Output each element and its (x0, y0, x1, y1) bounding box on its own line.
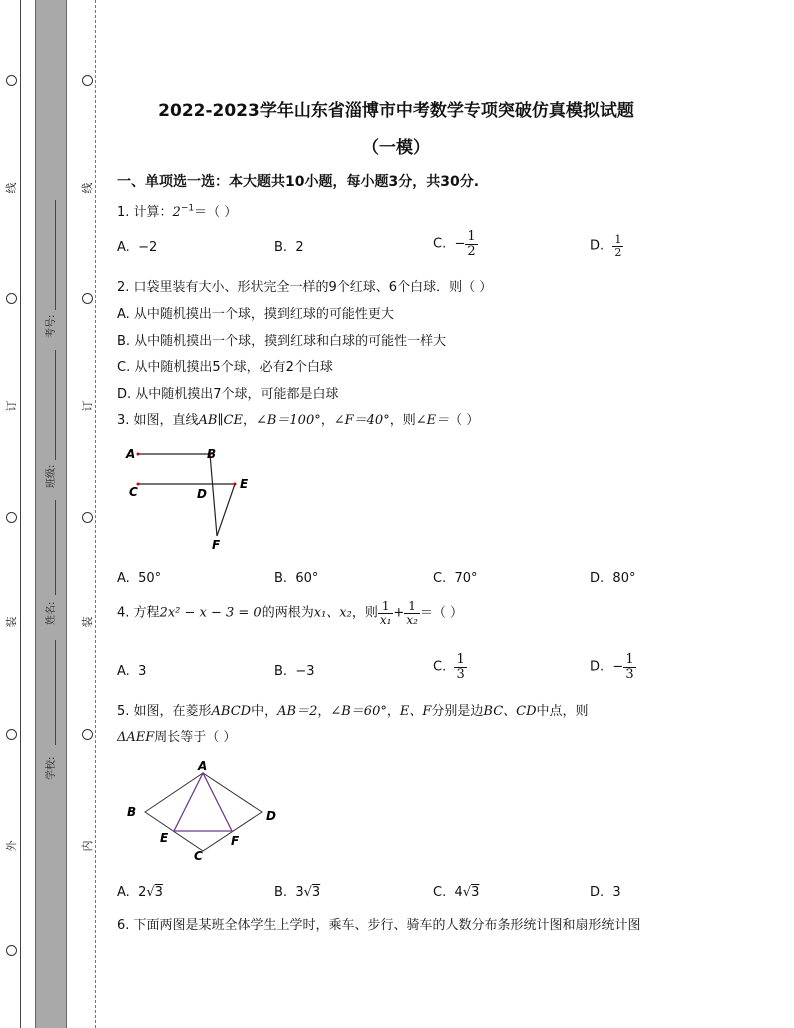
fill-line-school[interactable] (55, 640, 56, 745)
label-class: 班级: (46, 464, 57, 488)
option-letter: A. (117, 664, 130, 679)
option-letter: D. (590, 571, 605, 586)
q2-option-a[interactable]: A. 从中随机摸出一个球，摸到红球的可能性更大 (117, 307, 394, 322)
question-5-stem-line2 (117, 726, 236, 745)
q1-suffix: ＝（ ） (194, 205, 238, 220)
q5-option-c[interactable]: C. 4√3 (433, 885, 480, 900)
question-4-stem (117, 600, 463, 626)
q3-text: ，则 (389, 413, 416, 428)
question-6-stem: 6. 下面两图是某班全体学生上学时，乘车、步行、骑车的人数分布条形统计图和扇形统计图 (117, 918, 641, 933)
q5-option-a[interactable]: A. 2√3 (117, 885, 163, 900)
option-value: 80° (612, 571, 636, 586)
label-e: E (240, 477, 249, 491)
option-value: 70° (454, 571, 478, 586)
q3-text: ， (320, 413, 334, 428)
question-2-stem: 2. 口袋里装有大小、形状完全一样的9个红球、6个白球．则（ ） (117, 280, 493, 295)
triangle-aef (174, 773, 232, 831)
q4-option-d[interactable] (590, 653, 636, 681)
denominator: 2 (467, 243, 476, 259)
side-char-wai: 外 (5, 840, 18, 852)
q3-suffix: （ ） (449, 413, 480, 428)
option-sign: − (454, 236, 466, 252)
label-school: 学校: (46, 756, 57, 780)
option-letter: B. (274, 664, 288, 679)
q4-suffix: ＝（ ） (419, 605, 464, 621)
q4-option-b[interactable] (274, 664, 315, 679)
fill-line-class[interactable] (55, 350, 56, 460)
numerator: 1 (614, 233, 622, 246)
denominator: x₁ (379, 612, 392, 627)
outer-border-line (20, 0, 21, 1028)
q5-text: ， (317, 704, 331, 719)
option-value: 3 (612, 885, 621, 900)
option-letter: C. (433, 659, 447, 675)
page-subtitle: （一模） (362, 138, 430, 158)
option-letter: C. (433, 885, 447, 900)
option-value: 50° (138, 571, 162, 586)
q3-figure (120, 440, 260, 555)
option-radicand: 3 (311, 885, 321, 900)
option-sign: − (612, 659, 624, 675)
label-a: A (126, 447, 136, 461)
option-letter: A. (117, 885, 130, 900)
option-coef: 2 (138, 885, 147, 900)
q5-text: ， (386, 704, 400, 719)
q5-text: 中， (251, 704, 278, 719)
side-char-ding-inner: 订 (81, 400, 94, 412)
fill-line-exam-number[interactable] (55, 200, 56, 310)
punch-hole (6, 729, 17, 740)
side-char-zhuang: 装 (5, 616, 18, 628)
q5-math: AB＝2 (277, 704, 318, 719)
fraction (454, 653, 466, 681)
q5-math: ΔAEF (117, 730, 155, 745)
q5-math: E、F (399, 704, 432, 719)
q1-option-c[interactable] (433, 230, 478, 258)
punch-hole (82, 512, 93, 523)
punch-hole (6, 293, 17, 304)
q4-text: 的两根为 (261, 605, 314, 621)
label-a: A (198, 759, 208, 773)
q5-math: ∠B＝60° (330, 704, 387, 719)
q5-text: 分别是边 (431, 704, 484, 719)
q5-figure (120, 757, 290, 867)
option-letter: B. (274, 571, 288, 586)
point-a (137, 453, 140, 456)
question-3-stem (117, 409, 479, 428)
plus-sign: + (393, 605, 405, 621)
denominator: 3 (625, 666, 634, 682)
punch-hole (6, 75, 17, 86)
numerator: 1 (378, 600, 394, 614)
punch-hole (82, 729, 93, 740)
option-value: −2 (138, 240, 158, 255)
fraction (623, 653, 635, 681)
q3-option-a[interactable] (117, 571, 161, 586)
denominator: x₂ (406, 612, 418, 627)
side-char-xian-inner: 线 (81, 182, 94, 194)
binding-strip (35, 0, 67, 1028)
label-b: B (207, 447, 217, 461)
label-e: E (160, 831, 169, 845)
option-value: 3 (138, 664, 147, 679)
fraction (465, 230, 477, 258)
label-c: C (129, 485, 138, 499)
label-d: D (266, 809, 276, 823)
q4-option-a[interactable] (117, 664, 146, 679)
option-letter: C. (433, 571, 447, 586)
q3-option-d[interactable] (590, 571, 635, 586)
q1-exponent: −1 (180, 203, 195, 214)
option-letter: C. (433, 236, 447, 252)
option-radicand: 3 (471, 885, 480, 900)
option-letter: D. (590, 659, 605, 675)
option-value: 60° (295, 571, 319, 586)
label-f: F (231, 834, 240, 848)
q3-math: ∠F＝40° (333, 413, 390, 428)
q2-option-b[interactable]: B. 从中随机摸出一个球，摸到红球和白球的可能性一样大 (117, 334, 447, 349)
fill-line-name[interactable] (55, 500, 56, 595)
question-5-stem-line1 (117, 700, 589, 719)
numerator: 1 (456, 652, 465, 667)
q3-math: AB∥CE (198, 413, 243, 428)
side-char-xian: 线 (5, 182, 18, 194)
fraction (404, 600, 420, 626)
q1-prefix: 1. 计算： (117, 205, 173, 220)
label-b: B (127, 805, 137, 819)
q5-prefix: 5. 如图，在菱形 (117, 704, 212, 719)
option-letter: A. (117, 240, 130, 255)
q1-option-b[interactable] (274, 240, 304, 255)
punch-hole (6, 945, 17, 956)
q5-math: ABCD (211, 704, 252, 719)
numerator: 1 (467, 229, 476, 244)
q5-option-d[interactable] (590, 885, 621, 900)
q3-text: ， (242, 413, 256, 428)
q4-roots: x₁、x₂ (313, 605, 352, 621)
triangle-aef-highlight (174, 773, 232, 831)
q4-prefix: 4. 方程 (117, 605, 160, 621)
q3-option-c[interactable] (433, 571, 478, 586)
label-exam-number: 考号: (46, 314, 57, 338)
punch-hole (82, 293, 93, 304)
side-char-ding: 订 (5, 400, 18, 412)
label-c: C (194, 849, 203, 863)
denominator: 2 (614, 245, 622, 259)
q5-text: 中点，则 (536, 704, 589, 719)
q3-prefix: 3. 如图，直线 (117, 413, 199, 428)
option-letter: B. (274, 240, 288, 255)
side-char-nei: 内 (81, 840, 94, 852)
q3-option-b[interactable] (274, 571, 318, 586)
page-title: 2022-2023学年山东省淄博市中考数学专项突破仿真模拟试题 (158, 101, 634, 121)
fraction (612, 234, 623, 258)
option-coef: 4 (454, 885, 463, 900)
denominator: 3 (456, 666, 465, 682)
numerator: 1 (404, 600, 420, 614)
q4-equation: 2x² − x − 3 = 0 (159, 605, 262, 621)
punch-hole (82, 75, 93, 86)
q5-math: BC、CD (483, 704, 537, 719)
option-letter: A. (117, 571, 130, 586)
q1-option-a[interactable] (117, 240, 157, 255)
label-name: 姓名: (46, 601, 57, 625)
segment-ef (217, 484, 235, 536)
q2-option-c[interactable]: C. 从中随机摸出5个球，必有2个白球 (117, 360, 333, 375)
point-e (234, 483, 237, 486)
question-1-stem (117, 201, 237, 220)
label-f: F (212, 538, 221, 552)
label-d: D (197, 487, 207, 501)
q3-math: ∠B＝100° (255, 413, 321, 428)
option-letter: D. (590, 238, 605, 254)
fraction (378, 600, 394, 626)
q1-base: 2 (172, 205, 181, 220)
q5-suffix: 周长等于（ ） (154, 730, 237, 745)
q1-option-d[interactable] (590, 234, 623, 258)
numerator: 1 (625, 652, 634, 667)
q4-text: ，则 (351, 605, 378, 621)
q5-option-b[interactable]: B. 3√3 (274, 885, 321, 900)
option-radicand: 3 (154, 885, 163, 900)
q2-option-d[interactable]: D. 从中随机摸出7个球，可能都是白球 (117, 387, 339, 402)
q4-option-c[interactable] (433, 653, 467, 681)
option-value: 2 (295, 240, 304, 255)
q3-math: ∠E＝ (415, 413, 450, 428)
option-value: −3 (295, 664, 315, 679)
segment-bf (210, 454, 217, 536)
option-coef: 3 (295, 885, 304, 900)
punch-hole (6, 512, 17, 523)
option-letter: D. (590, 885, 605, 900)
section-heading: 一、单项选一选：本大题共10小题，每小题3分，共30分. (117, 174, 480, 190)
side-char-zhuang-inner: 装 (81, 616, 94, 628)
option-letter: B. (274, 885, 288, 900)
